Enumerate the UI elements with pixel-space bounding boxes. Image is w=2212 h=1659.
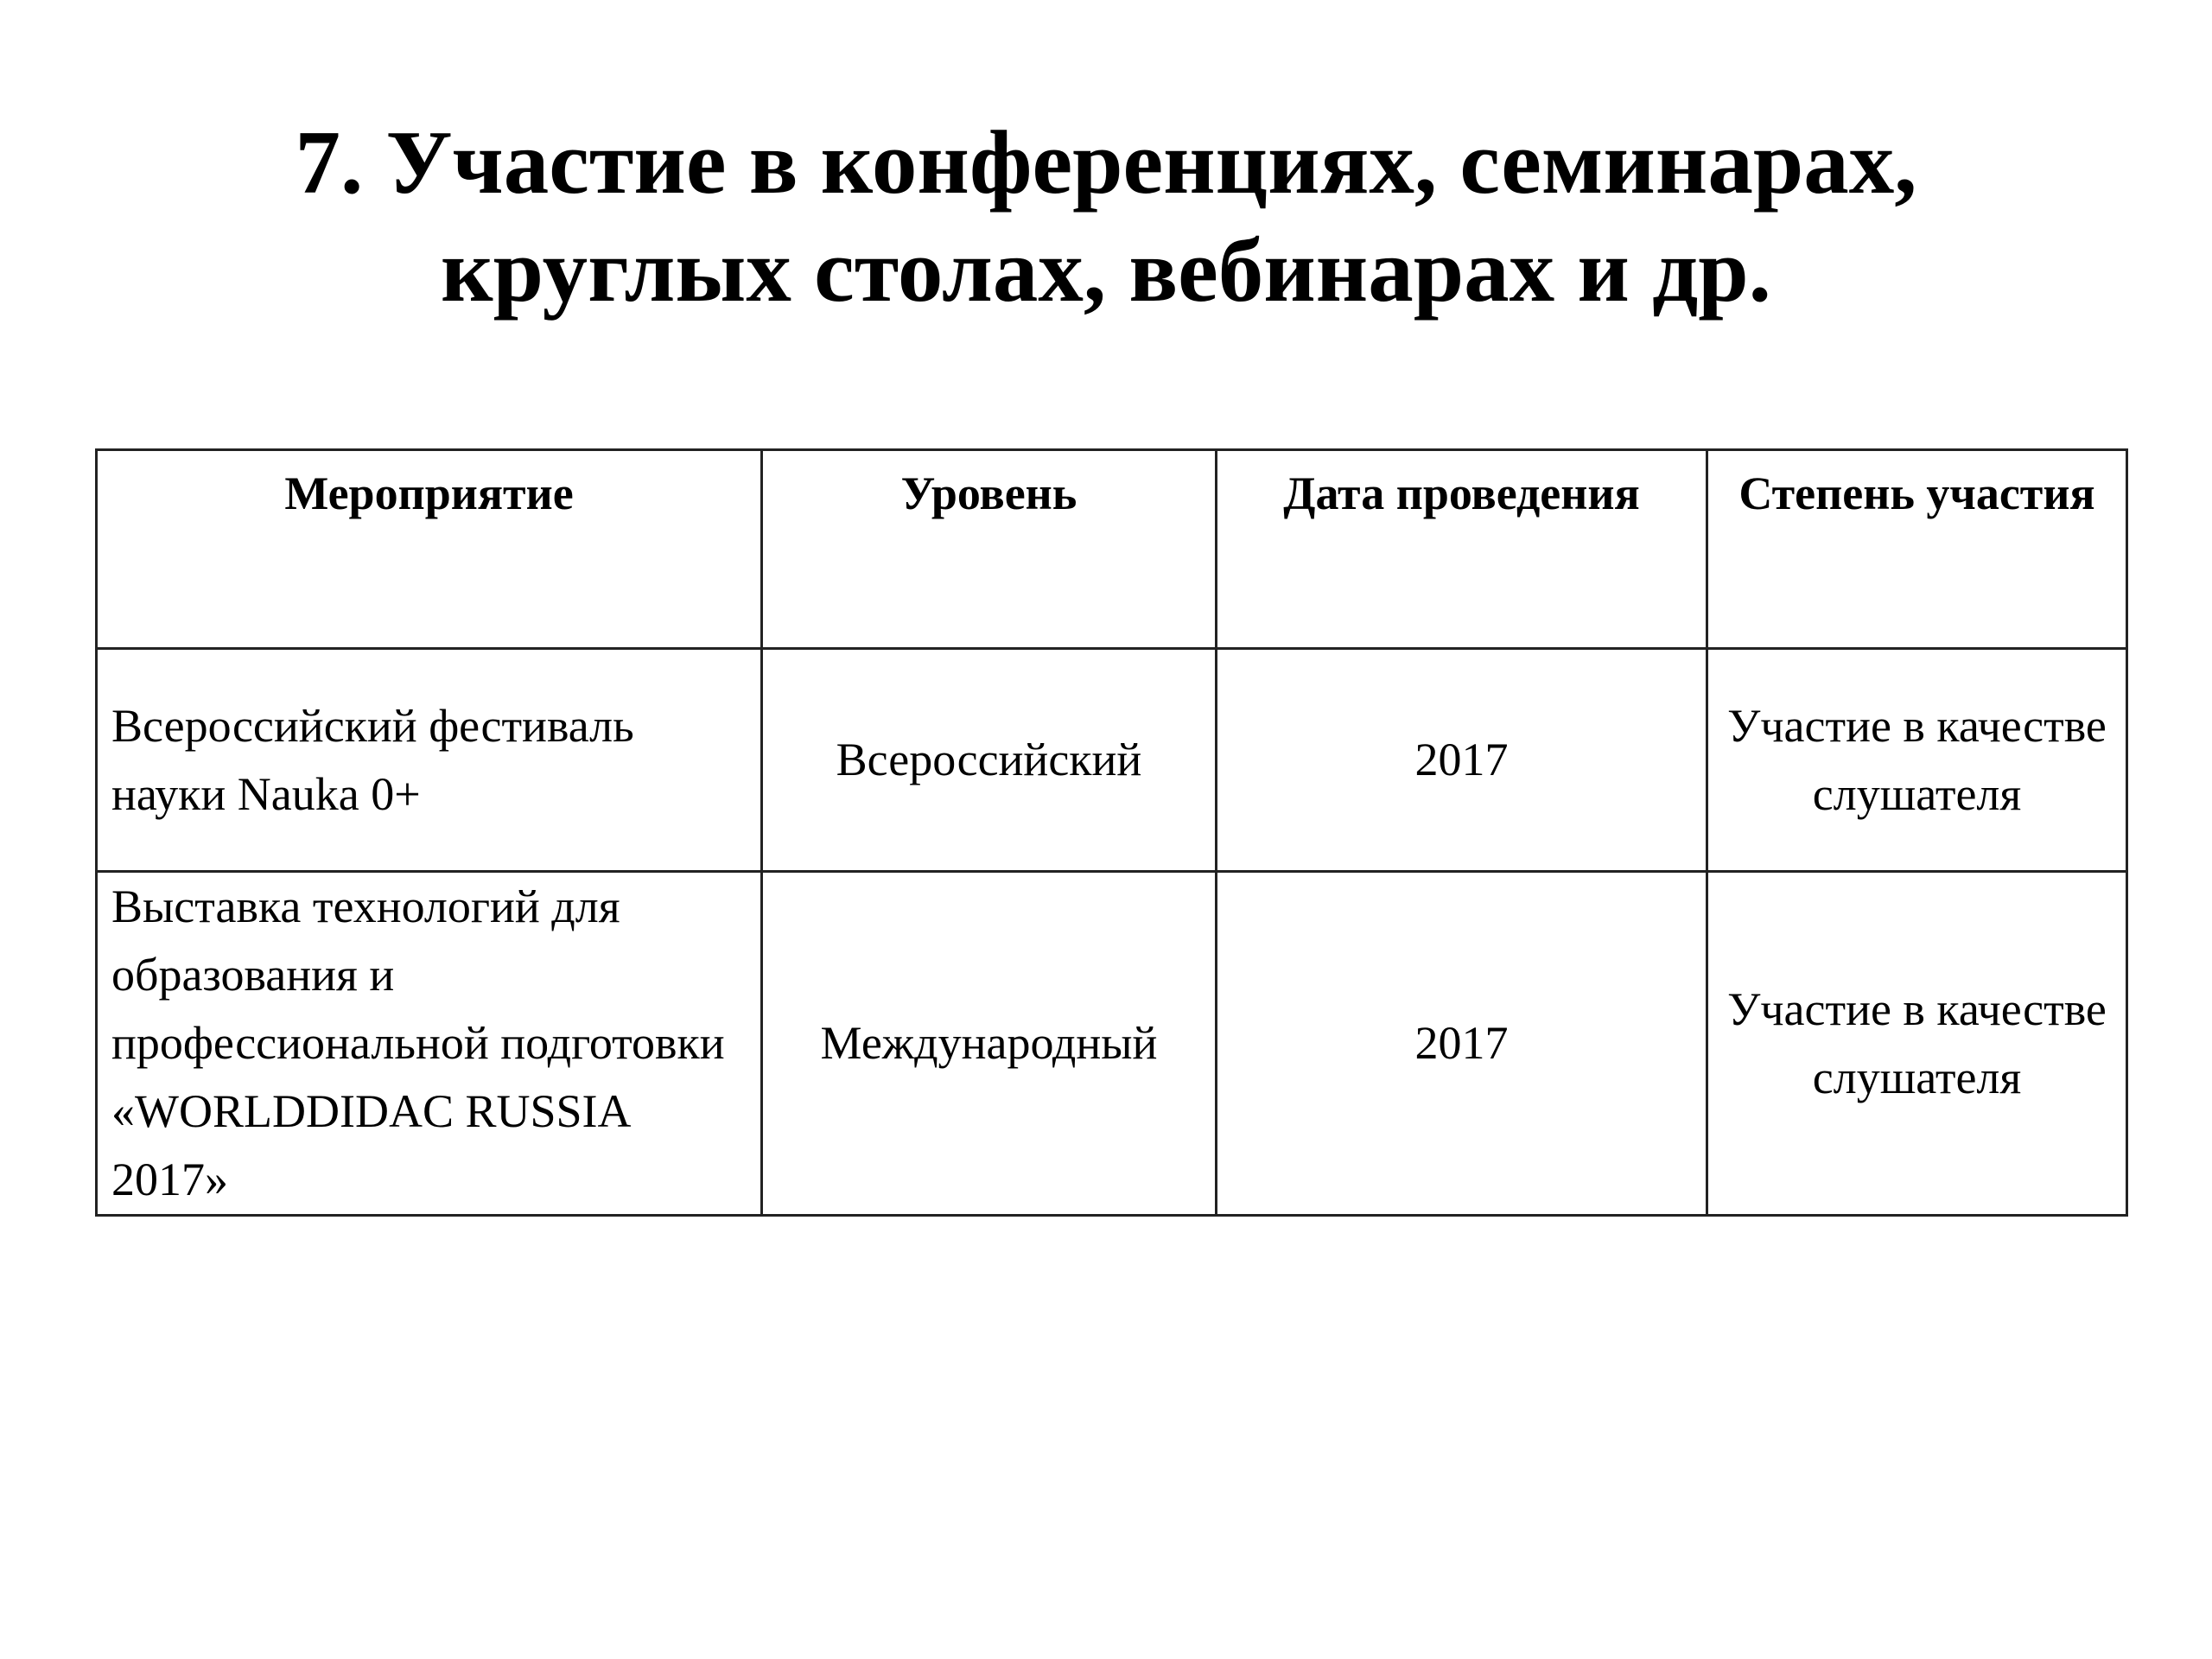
header-participation: Степень участия (1707, 450, 2127, 649)
cell-event: Выставка технологий для образования и профессиональной подготовки «WORLDDIDAC RUSSIA 2017» (97, 872, 762, 1216)
cell-level: Международный (762, 872, 1217, 1216)
table-row (97, 649, 2127, 872)
cell-date: 2017 (1217, 872, 1707, 1216)
header-level: Уровень (762, 450, 1217, 649)
table-header-row (97, 450, 2127, 649)
slide-title-line-1: 7. Участие в конференциях, семинарах, (295, 111, 1917, 213)
cell-event: Всероссийский фестиваль науки Nauka 0+ (97, 649, 762, 872)
header-date: Дата проведения (1217, 450, 1707, 649)
header-event: Мероприятие (97, 450, 762, 649)
cell-date: 2017 (1217, 649, 1707, 872)
cell-level: Всероссийский (762, 649, 1217, 872)
slide-title-line-2: круглых столах, вебинарах и др. (441, 219, 1771, 321)
cell-participation: Участие в качестве слушателя (1707, 872, 2127, 1216)
events-table (95, 448, 2128, 1217)
cell-participation: Участие в качестве слушателя (1707, 649, 2127, 872)
table-row (97, 872, 2127, 1216)
slide-title (0, 108, 2212, 324)
